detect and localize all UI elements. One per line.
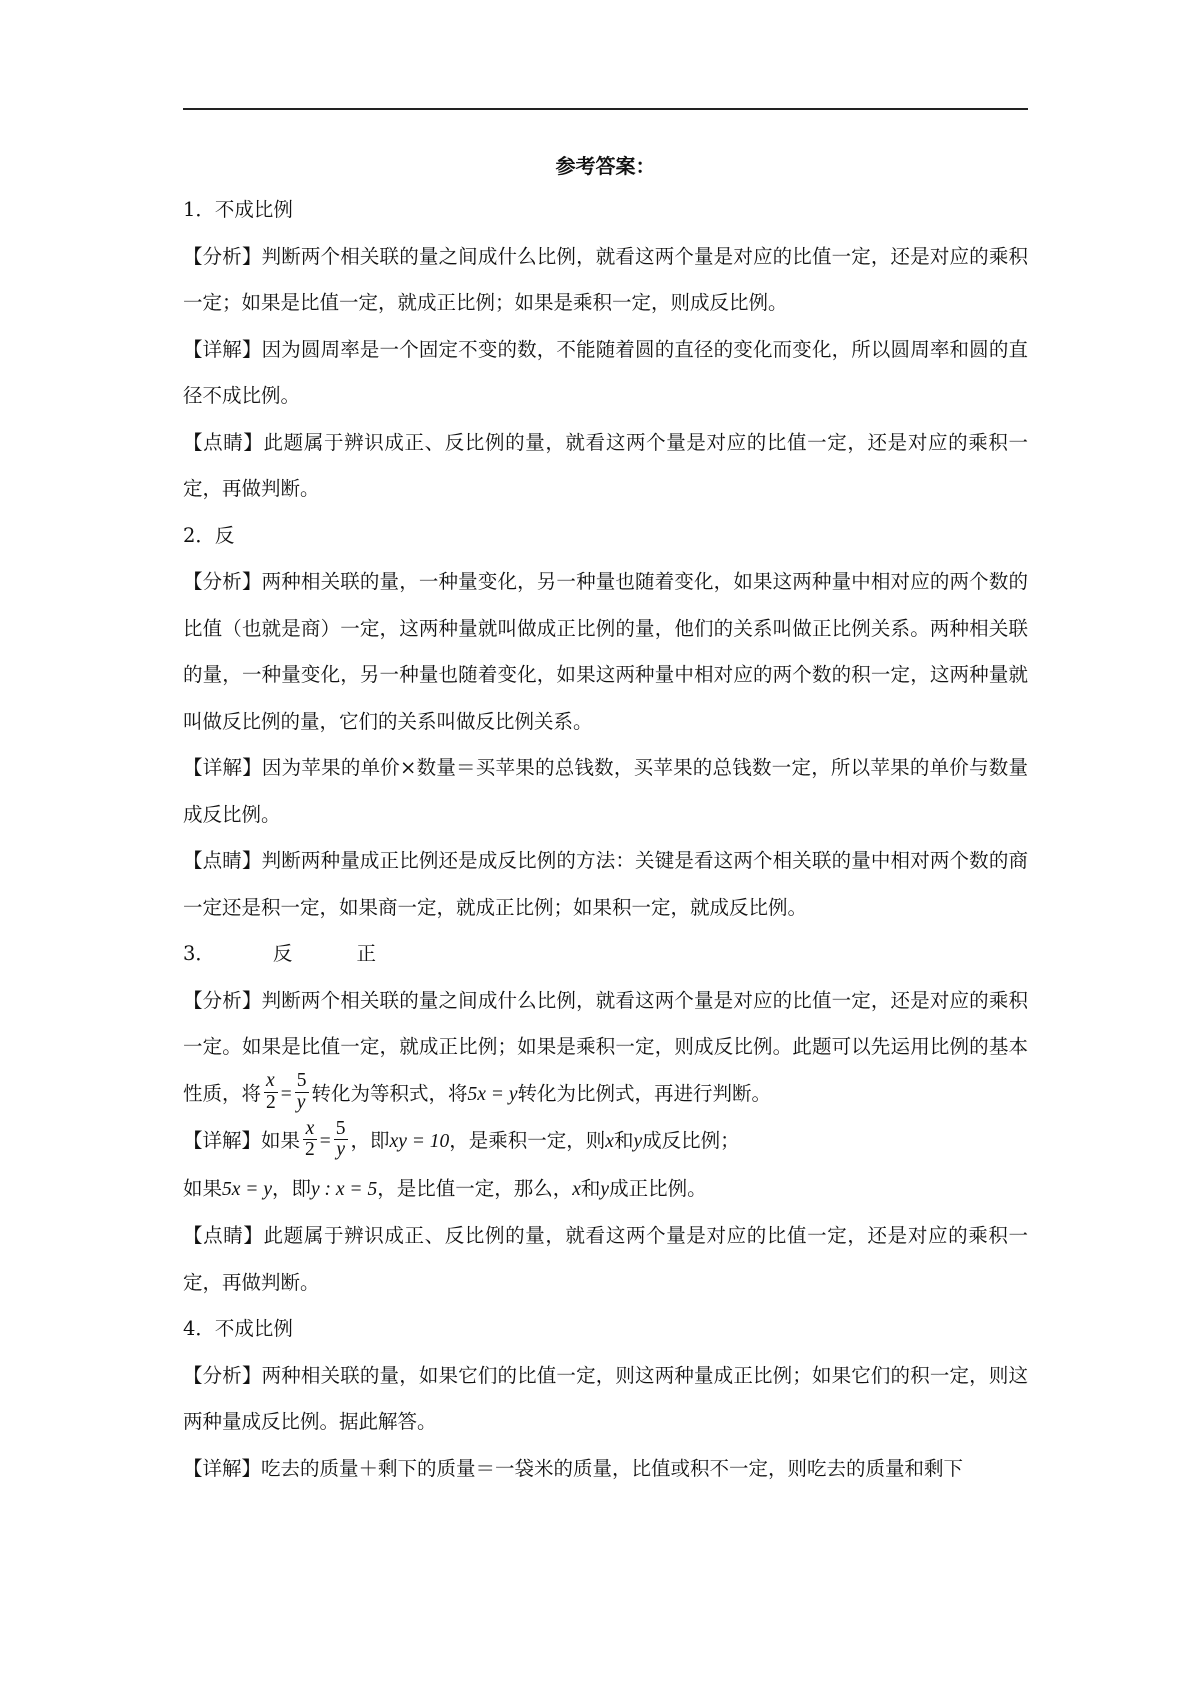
equation-5x-y: 5x = y (222, 1178, 272, 1200)
q3-line2-text-c: ，是比值一定，那么， (377, 1176, 573, 1200)
q1-comment-text: 此题属于辨识成正、反比例的量，就看这两个量是对应的比值一定，还是对应的乘积一定，再做判断。 (183, 430, 1028, 500)
q2-analysis-text: 两种相关联的量，一种量变化，另一种量也随着变化，如果这两种量中相对应的两个数的比值（也就是商）一定，这两种量就叫做成正比例的量，他们的关系叫做正比例关系。两种相关联的量，一种量变化，另一种量也随着变化，如果这两种量中相对应的两个数的积一定，这两种量就叫做反比例的量，它们的关系叫做反比例关系。 (183, 570, 1028, 733)
q3-line2-text-and: 和 (580, 1176, 601, 1200)
q3-blank-1: 反 (272, 942, 293, 965)
q3-comment-text: 此题属于辨识成正、反比例的量，就看这两个量是对应的比值一定，还是对应的乘积一定，再做判断。 (183, 1224, 1028, 1294)
q3-detail-text-e: 成反比例； (642, 1129, 740, 1152)
var-x: x (605, 1131, 614, 1152)
detail-tag: 【详解】 (183, 1456, 262, 1480)
answer-content (183, 187, 1028, 1492)
var-y: y (600, 1178, 610, 1200)
detail-tag: 【详解】 (183, 756, 262, 779)
q2-comment-text: 判断两种量成正比例还是成反比例的方法：关键是看这两个相关联的量中相对两个数的商一定还是积一定，如果商一定，就成正比例；如果积一定，就成反比例。 (183, 849, 1028, 919)
q4-analysis-text: 两种相关联的量，如果它们的比值一定，则这两种量成正比例；如果它们的积一定，则这两种量成反比例。据此解答。 (183, 1363, 1028, 1433)
q3-detail-text-c: ，是乘积一定，则 (449, 1129, 606, 1152)
q3-line2-text-d: 成正比例。 (609, 1176, 707, 1200)
analysis-tag: 【分析】 (183, 244, 262, 268)
q3-detail-text-a: 如果 (261, 1129, 301, 1152)
page-title: 参考答案： (555, 154, 656, 178)
q4-detail (183, 1446, 1028, 1493)
q2-detail-text: 因为苹果的单价×数量＝买苹果的总钱数，买苹果的总钱数一定，所以苹果的单价与数量成反比例。 (183, 756, 1028, 826)
analysis-tag: 【分析】 (183, 570, 262, 593)
fraction-x-over-2: $\frac{x}{2}$ (305, 1117, 315, 1160)
fraction-5-over-y: $\frac{5}{y}$ (296, 1070, 307, 1113)
q2-analysis (183, 559, 1028, 745)
q2-comment (183, 838, 1028, 931)
header-rule (183, 108, 1028, 110)
q3-analysis-text-b: 转化为等积式，将 (311, 1081, 468, 1105)
q3-detail (183, 1118, 1028, 1166)
analysis-tag: 【分析】 (183, 1363, 262, 1387)
q3-number: 3． (183, 942, 215, 965)
q3-analysis-text-c: 转化为比例式，再进行判断。 (517, 1081, 772, 1105)
q2-detail (183, 745, 1028, 838)
comment-tag: 【点睛】 (183, 1224, 264, 1247)
q1-analysis-text: 判断两个相关联的量之间成什么比例，就看这两个量是对应的比值一定，还是对应的乘积一定；如果是比值一定，就成正比例；如果是乘积一定，则成反比例。 (183, 244, 1028, 314)
q3-blank-2: 正 (356, 942, 376, 965)
analysis-tag: 【分析】 (183, 988, 262, 1012)
q3-analysis-text-a: 判断两个相关联的量之间成什么比例，就看这两个量是对应的比值一定，还是对应的乘积一定。如果是比值一定，就成正比例；如果是乘积一定，则成反比例。此题可以先运用比例的基本性质，将 (183, 988, 1028, 1105)
detail-tag: 【详解】 (183, 1129, 262, 1152)
q1-answer: 1．不成比例 (183, 198, 293, 221)
q1-comment (183, 420, 1028, 513)
equation-ratio: y : x = 5 (311, 1178, 378, 1200)
q2-answer: 2．反 (183, 523, 235, 547)
q3-line2-text-a: 如果 (183, 1176, 223, 1200)
equals-sign: = (280, 1083, 292, 1105)
q3-detail-line2 (183, 1166, 1028, 1214)
comment-tag: 【点睛】 (183, 849, 262, 872)
q3-comment (183, 1213, 1028, 1306)
comment-tag: 【点睛】 (183, 430, 264, 454)
equals-sign: = (319, 1131, 331, 1152)
q3-detail-text-b: ，即 (350, 1129, 390, 1152)
q3-answer (183, 931, 1028, 978)
q1-analysis (183, 234, 1028, 327)
fraction-x-over-2: $\frac{x}{2}$ (266, 1070, 276, 1113)
q3-line2-text-b: ，即 (271, 1176, 311, 1200)
q3-analysis (183, 978, 1028, 1119)
q4-analysis (183, 1353, 1028, 1446)
var-y: y (633, 1131, 643, 1152)
q4-detail-text: 吃去的质量＋剩下的质量＝一袋米的质量，比值或积不一定，则吃去的质量和剩下 (261, 1456, 964, 1480)
detail-tag: 【详解】 (183, 337, 262, 361)
equation-5x-y: 5x = y (467, 1083, 518, 1105)
q1-detail (183, 327, 1028, 420)
fraction-5-over-y: $\frac{5}{y}$ (335, 1117, 346, 1160)
q1-detail-text: 因为圆周率是一个固定不变的数，不能随着圆的直径的变化而变化，所以圆周率和圆的直径不成比例。 (183, 337, 1028, 407)
q4-answer: 4．不成比例 (183, 1317, 293, 1340)
var-x: x (572, 1178, 581, 1200)
equation-xy-10: xy = 10 (389, 1131, 450, 1152)
q3-detail-text-d: 和 (613, 1129, 634, 1152)
